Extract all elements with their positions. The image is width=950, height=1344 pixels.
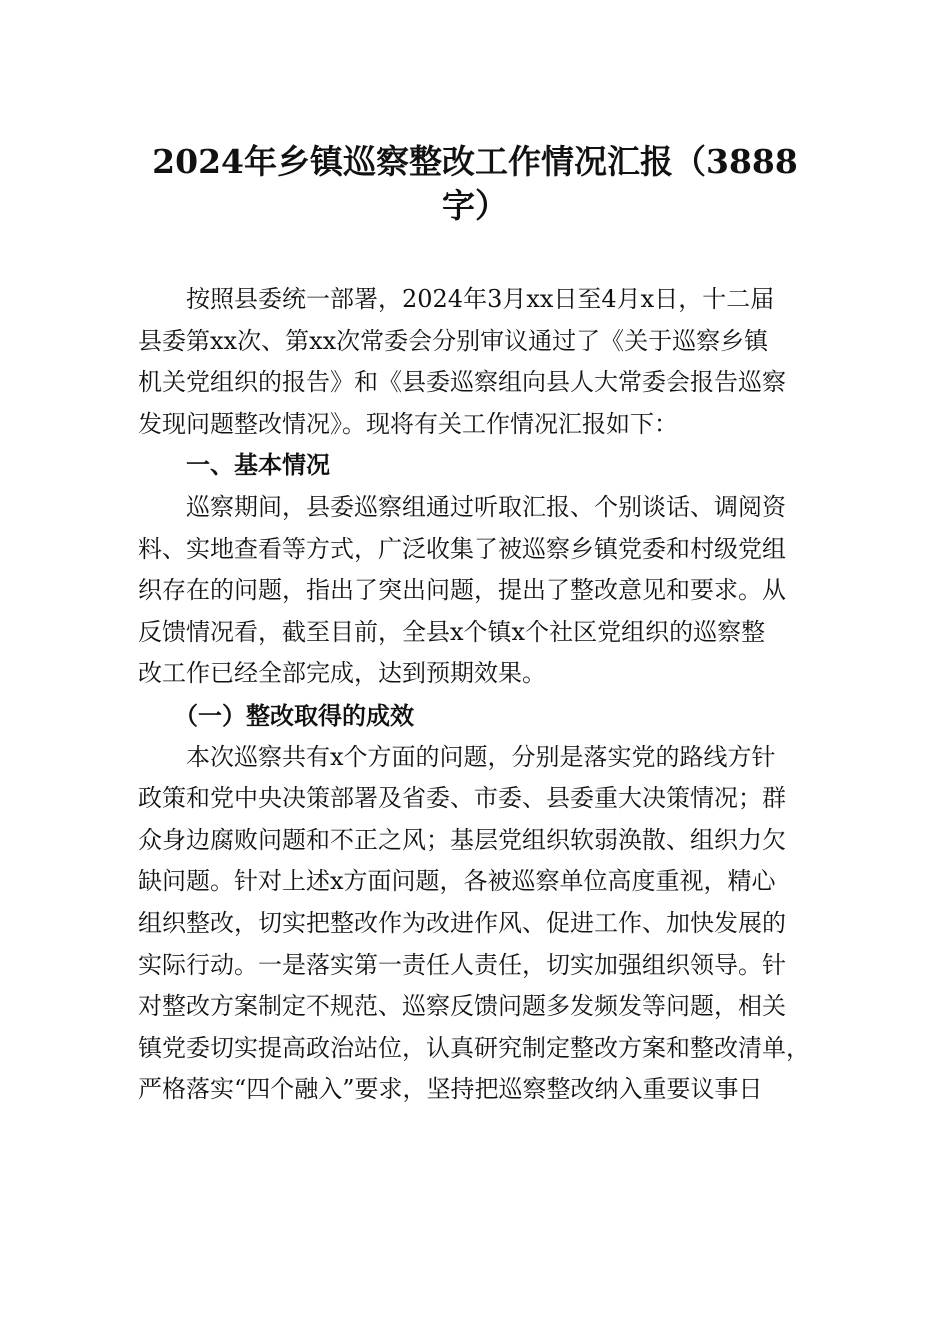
body-line: 改工作已经全部完成，达到预期效果。 bbox=[138, 659, 546, 688]
body-line: 缺问题。针对上述x方面问题，各被巡察单位高度重视，精心 bbox=[138, 867, 776, 896]
subsection-heading: （一）整改取得的成效 bbox=[138, 700, 414, 730]
body-line: 织存在的问题，指出了突出问题，提出了整改意见和要求。从 bbox=[138, 576, 786, 605]
body-line: 严格落实“四个融入”要求，坚持把巡察整改纳入重要议事日 bbox=[138, 1075, 763, 1104]
body-line: 县委第xx次、第xx次常委会分别审议通过了《关于巡察乡镇 bbox=[138, 326, 769, 355]
body-line: 发现问题整改情况》。现将有关工作情况汇报如下： bbox=[138, 409, 678, 438]
body-line: 料、实地查看等方式，广泛收集了被巡察乡镇党委和村级党组 bbox=[138, 534, 786, 563]
body-line: 本次巡察共有x个方面的问题，分别是落实党的路线方针 bbox=[138, 742, 776, 771]
body-line: 按照县委统一部署，2024年3月xx日至4月x日，十二届 bbox=[138, 285, 775, 313]
body-line: 政策和党中央决策部署及省委、市委、县委重大决策情况；群 bbox=[138, 784, 786, 813]
body-line: 巡察期间，县委巡察组通过听取汇报、个别谈话、调阅资 bbox=[138, 492, 786, 521]
title-line-2: 字） bbox=[442, 186, 508, 225]
body-line: 反馈情况看，截至目前，全县x个镇x个社区党组织的巡察整 bbox=[138, 617, 766, 646]
section-heading: 一、基本情况 bbox=[138, 451, 330, 480]
body-line: 组织整改，切实把整改作为改进作风、促进工作、加快发展的 bbox=[138, 908, 786, 937]
body-line: 对整改方案制定不规范、巡察反馈问题多发频发等问题，相关 bbox=[138, 992, 786, 1021]
document-title bbox=[120, 140, 830, 228]
body-line: 镇党委切实提高政治站位，认真研究制定整改方案和整改清单， bbox=[138, 1033, 810, 1062]
document-body bbox=[138, 279, 828, 1111]
title-line-1: 2024年乡镇巡察整改工作情况汇报（3888 bbox=[152, 142, 798, 181]
body-line: 实际行动。一是落实第一责任人责任，切实加强组织领导。针 bbox=[138, 950, 786, 979]
body-line: 众身边腐败问题和不正之风；基层党组织软弱涣散、组织力欠 bbox=[138, 825, 786, 854]
body-line: 机关党组织的报告》和《县委巡察组向县人大常委会报告巡察 bbox=[138, 368, 786, 397]
